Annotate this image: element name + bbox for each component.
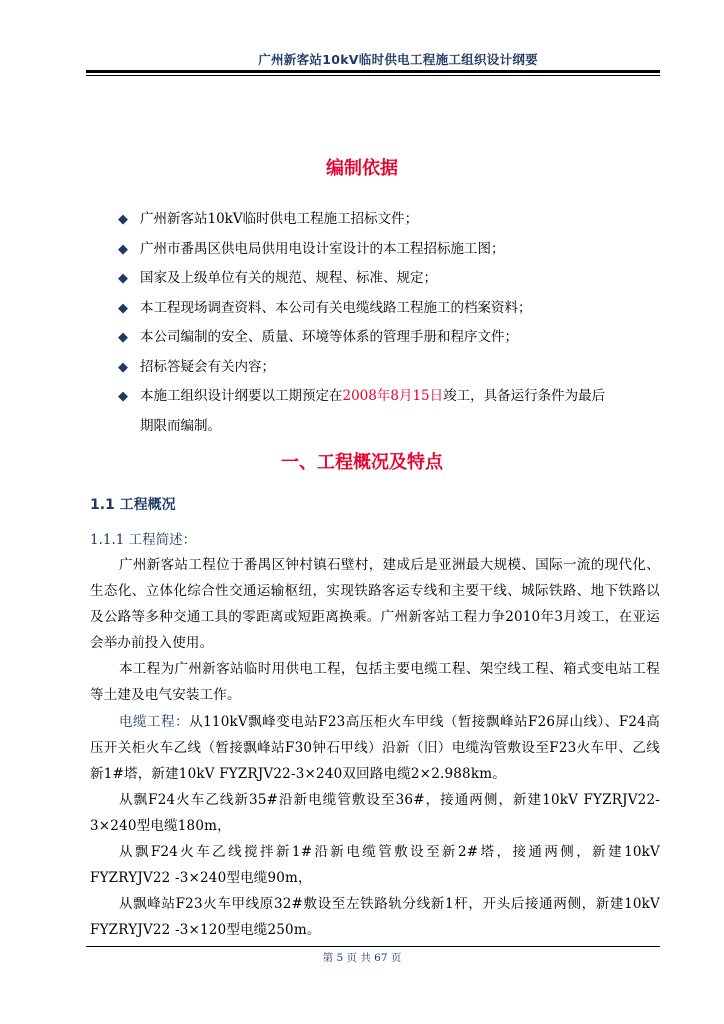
cable-works-label: 电缆工程： — [119, 713, 190, 730]
diamond-bullet-icon: ◆ — [118, 359, 128, 375]
diamond-bullet-icon: ◆ — [118, 300, 128, 316]
paragraph: 广州新客站工程位于番禺区钟村镇石壁村，建成后是亚洲最大规模、国际一流的现代化、生态化、立体化综合性交通运输枢纽，实现铁路客运专线和主要干线、城际铁路、地下铁路以及公路等多种交通工具的零距离或短距离换乘。广州新客站工程力争2010年3月竣工，在亚运会举办前投入使用。 — [90, 557, 660, 652]
diamond-bullet-icon: ◆ — [118, 212, 128, 227]
list-item: ◆ 本施工组织设计纲要以工期预定在2008年8月15日竣工，具备运行条件为最后 期限而编制。 — [118, 382, 678, 441]
paragraph: 从飘F24火车乙线新35#沿新电缆管敷设至36#，接通两侧，新建10kV FYZRJV22-3×240型电缆180m， — [90, 791, 660, 834]
list-item: ◆ 本公司编制的安全、质量、环境等体系的管理手册和程序文件； — [118, 323, 678, 353]
paragraph: 本工程为广州新客站临时用供电工程，包括主要电缆工程、架空线工程、箱式变电站工程等土建及电气安装工作。 — [90, 661, 660, 704]
sub-heading: 1.1 工程概况 — [90, 497, 176, 513]
section-heading: 一、工程概况及特点 — [281, 452, 443, 473]
list-item: ◆ 国家及上级单位有关的规范、规程、标准、规定； — [118, 264, 678, 294]
footer-rule — [86, 946, 660, 947]
diamond-bullet-icon: ◆ — [118, 271, 128, 286]
diamond-bullet-icon: ◆ — [118, 389, 128, 404]
paragraph: 从飘峰站F23火车甲线原32#敷设至左铁路轨分线新1杆，开头后接通两侧，新建10kV FYZRYJV22 -3×120型电缆250m。 — [90, 896, 660, 939]
basis-list — [118, 205, 678, 441]
header-rule-thin — [86, 75, 660, 76]
body-text — [90, 552, 660, 943]
basis-heading: 编制依据 — [326, 158, 398, 179]
list-item: ◆ 广州新客站10kV临时供电工程施工招标文件； — [118, 205, 678, 235]
header-rule — [86, 70, 660, 73]
diamond-bullet-icon: ◆ — [118, 330, 128, 345]
header-title: 广州新客站10kV临时供电工程施工组织设计纲要 — [258, 52, 538, 67]
diamond-bullet-icon: ◆ — [118, 241, 128, 257]
page-number: 第 5 页 共 67 页 — [322, 952, 402, 964]
paragraph: 从飘F24火车乙线搅拌新1#沿新电缆管敷设至新2#塔，接通两侧，新建10kV FYZRYJV22 -3×240型电缆90m， — [90, 844, 660, 887]
paragraph: 电缆工程：从110kV飘峰变电站F23高压柜火车甲线（暂接飘峰站F26屏山线）、F24高压开关柜火车乙线（暂接飘峰站F30钟石甲线）沿新（旧）电缆沟管敷设至F23火车甲、乙线新1#塔，新建10kV FYZRJV22-3×240双回路电缆2×2.988km。 — [90, 713, 660, 782]
list-item: ◆ 招标答疑会有关内容； — [118, 353, 678, 383]
list-item: ◆ 本工程现场调查资料、本公司有关电缆线路工程施工的档案资料； — [118, 294, 678, 324]
sub-sub-heading: 1.1.1 工程简述： — [90, 532, 197, 548]
list-item: ◆ 广州市番禺区供电局供用电设计室设计的本工程招标施工图； — [118, 235, 678, 265]
completion-date: 2008年8月15日 — [342, 388, 444, 404]
